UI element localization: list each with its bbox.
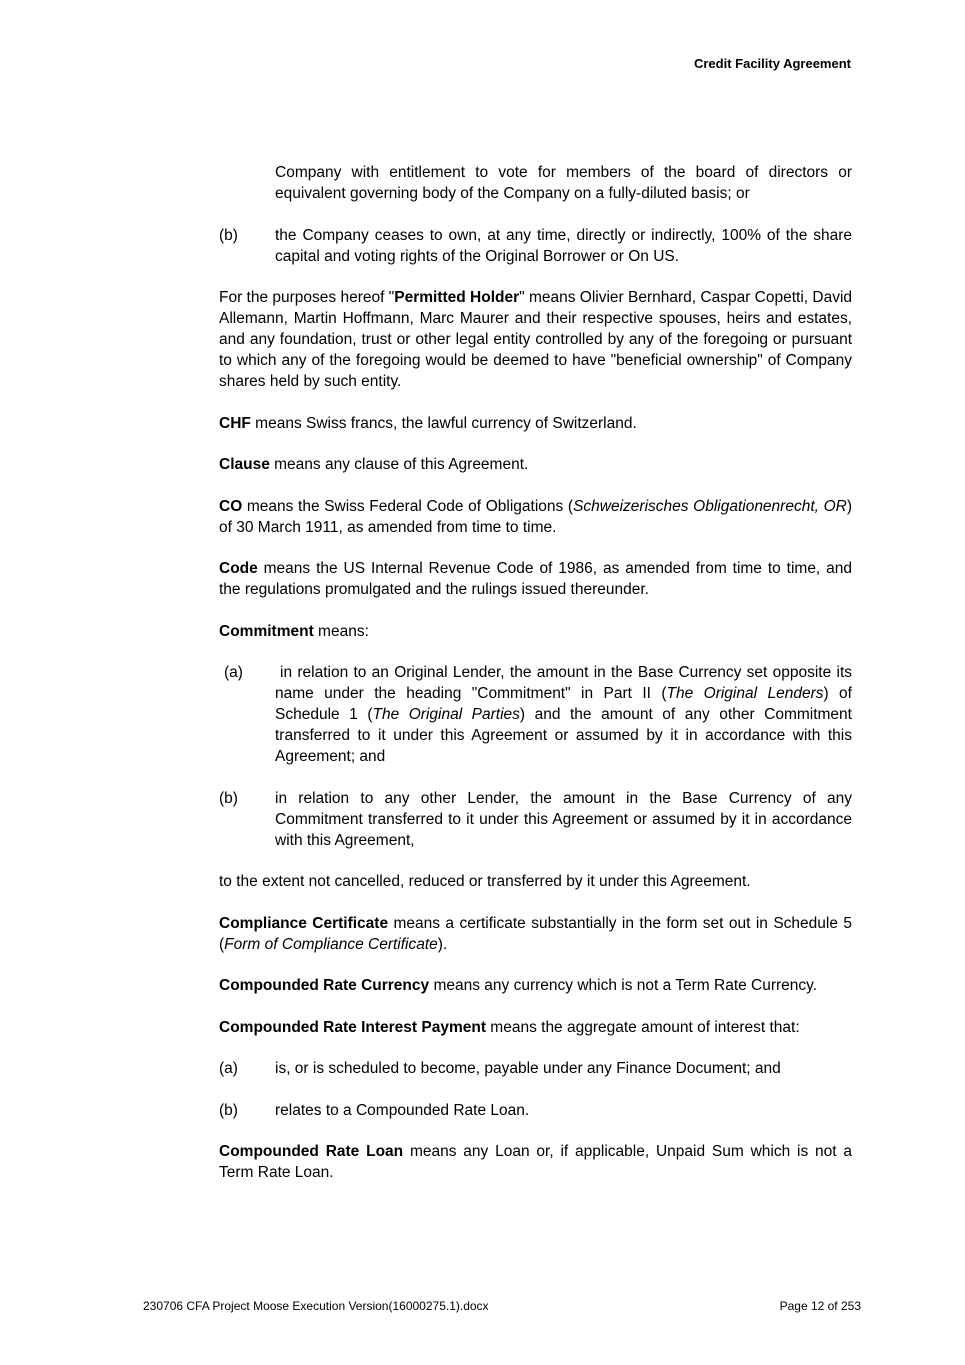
list-label: (a) bbox=[224, 664, 243, 681]
defined-term: Compounded Rate Interest Payment bbox=[219, 1018, 486, 1036]
text-segment: " means Olivier Bernhard, Caspar Copetti, David Allemann, Martin Hoffmann, Marc Maurer and their respective spouses, heirs and estates, and any foundation, trust or other legal entity controlled by any of the foregoing or pursuant to which any of the foregoing would be deemed to have "beneficial ownership" of Company shares held by such entity. bbox=[219, 289, 853, 390]
list-label: (b) bbox=[219, 226, 238, 244]
text-segment: means: bbox=[313, 622, 369, 640]
definition-co bbox=[219, 496, 852, 538]
text-segment: ). bbox=[437, 935, 448, 953]
list-label: (a) bbox=[219, 1060, 238, 1077]
defined-term: CHF bbox=[219, 414, 251, 432]
text-segment: means the Swiss Federal Code of Obligations ( bbox=[242, 497, 574, 515]
italic-reference: Schweizerisches Obligationenrecht, OR bbox=[573, 497, 847, 515]
header-title: Credit Facility Agreement bbox=[693, 56, 851, 71]
text-segment: relates to a Compounded Rate Loan. bbox=[275, 1101, 530, 1119]
text-segment: For the purposes hereof " bbox=[219, 289, 395, 306]
document-body bbox=[219, 162, 852, 1204]
defined-term: Code bbox=[219, 560, 258, 577]
definition-compliance-certificate bbox=[219, 913, 852, 955]
text-segment: the Company ceases to own, at any time, directly or indirectly, 100% of the share capital and voting rights of the Original Borrower or On US. bbox=[275, 226, 852, 265]
text-segment: ) and the amount of any other Commitment transferred to it under this Agreement or assumed by it in accordance with this Agreement; and bbox=[275, 706, 852, 765]
text-segment: means any currency which is not a Term Rate Currency. bbox=[429, 977, 818, 994]
definition-compounded-rate-currency bbox=[219, 975, 852, 996]
definition-chf bbox=[219, 413, 852, 434]
italic-reference: Form of Compliance Certificate bbox=[224, 935, 438, 953]
text-segment: means Swiss francs, the lawful currency of Switzerland. bbox=[250, 414, 637, 432]
text-segment: ) of Schedule 1 ( bbox=[275, 685, 852, 723]
text-segment: Company with entitlement to vote for members of the board of directors or equivalent governing body of the Company on a fully-diluted basis; or bbox=[275, 164, 852, 202]
text-segment: is, or is scheduled to become, payable under any Finance Document; and bbox=[275, 1060, 781, 1077]
page-header bbox=[143, 56, 851, 72]
italic-reference: The Original Lenders bbox=[666, 685, 824, 702]
page-footer bbox=[143, 1299, 861, 1314]
para-permitted-holder bbox=[219, 287, 852, 392]
text-segment: means any clause of this Agreement. bbox=[269, 456, 529, 473]
list-item-commitment-b bbox=[219, 788, 852, 851]
para-commitment-tail bbox=[219, 871, 852, 892]
definition-compounded-rate-loan bbox=[219, 1141, 852, 1183]
defined-term: Permitted Holder bbox=[394, 289, 520, 306]
text-segment: in relation to any other Lender, the amount in the Base Currency of any Commitment transferred to it under this Agreement or assumed by it in accordance with this Agreement, bbox=[275, 789, 852, 849]
defined-term: Commitment bbox=[219, 622, 314, 640]
defined-term: Compounded Rate Currency bbox=[219, 977, 430, 994]
text-segment: in relation to an Original Lender, the amount in the Base Currency set opposite its name under the heading "Commitment" in Part II ( bbox=[275, 664, 852, 702]
defined-term: CO bbox=[219, 497, 243, 515]
definition-code bbox=[219, 558, 852, 600]
list-item-crip-b bbox=[219, 1100, 852, 1121]
list-label: (b) bbox=[219, 1101, 238, 1119]
text-segment: ) of 30 March 1911, as amended from time to time. bbox=[219, 497, 852, 536]
defined-term: Compounded Rate Loan bbox=[219, 1143, 404, 1160]
para-voting-continuation bbox=[219, 162, 852, 204]
list-item-change-of-control-b bbox=[219, 225, 852, 267]
text-segment: means the aggregate amount of interest that: bbox=[486, 1018, 800, 1036]
defined-term: Compliance Certificate bbox=[219, 914, 389, 932]
italic-reference: The Original Parties bbox=[372, 706, 520, 723]
definition-clause bbox=[219, 454, 852, 475]
text-segment: means a certificate substantially in the form set out in Schedule 5 ( bbox=[219, 914, 852, 953]
text-segment: means any Loan or, if applicable, Unpaid Sum which is not a Term Rate Loan. bbox=[219, 1143, 853, 1181]
footer-page-number: Page 12 of 253 bbox=[779, 1299, 861, 1313]
definition-compounded-rate-interest-payment bbox=[219, 1017, 852, 1038]
list-item-crip-a bbox=[219, 1058, 852, 1079]
text-segment: means the US Internal Revenue Code of 1986, as amended from time to time, and the regulations promulgated and the rulings issued thereunder. bbox=[219, 560, 852, 598]
text-segment: to the extent not cancelled, reduced or transferred by it under this Agreement. bbox=[219, 873, 751, 890]
footer-filename: 230706 CFA Project Moose Execution Version(16000275.1).docx bbox=[143, 1299, 489, 1313]
definition-commitment bbox=[219, 621, 852, 642]
defined-term: Clause bbox=[219, 456, 270, 473]
list-item-commitment-a bbox=[219, 662, 852, 767]
list-label: (b) bbox=[219, 789, 238, 807]
